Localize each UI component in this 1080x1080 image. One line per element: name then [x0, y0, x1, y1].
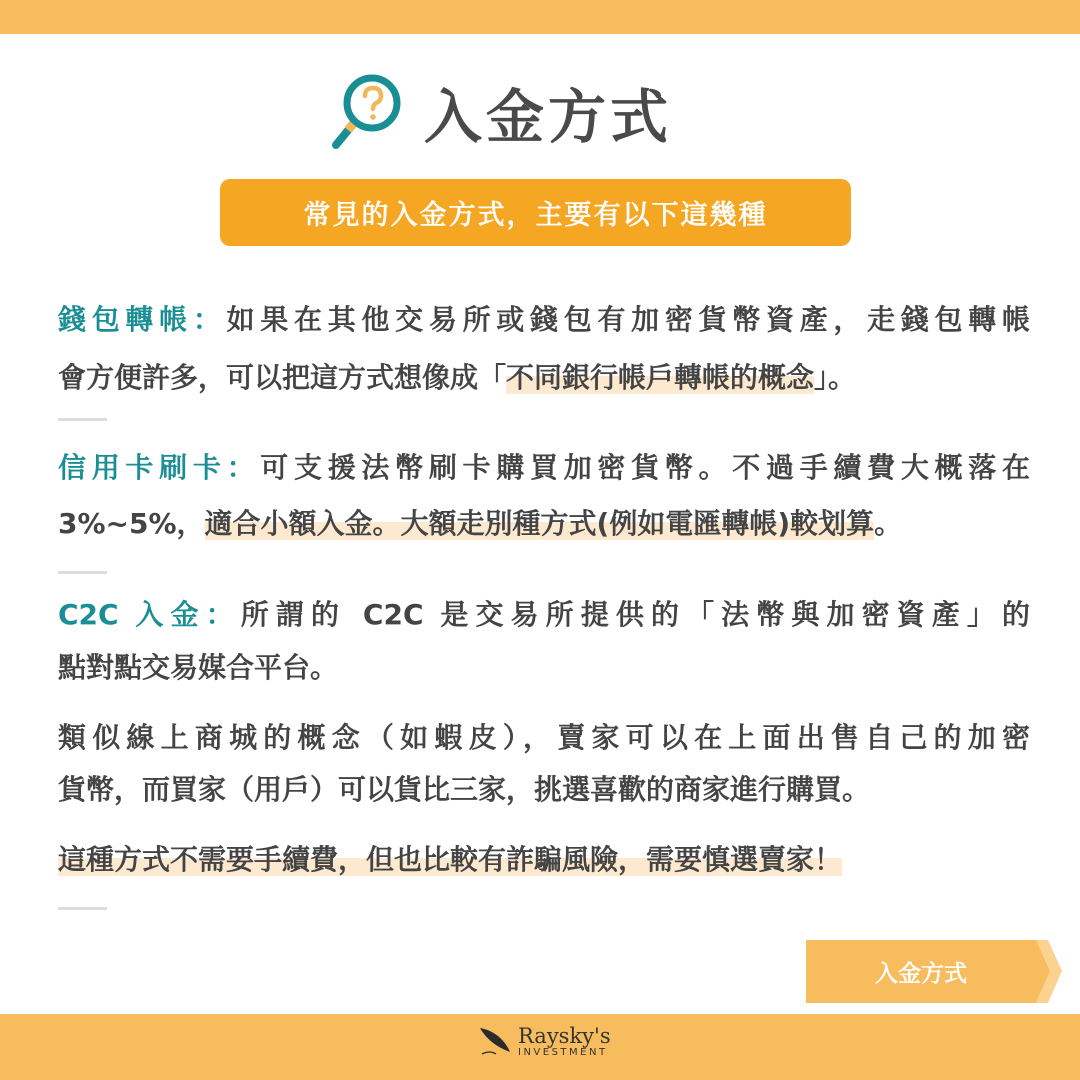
body-text: 會方便許多，可以把這方式想像成「: [58, 361, 507, 394]
highlight-text: 不同銀行帳戶轉帳的概念: [506, 361, 815, 394]
highlight-text: 這種方式不需要手續費，但也比較有詐騙風險，需要慎選賣家: [58, 843, 815, 876]
section-label: C2C 入金：: [58, 598, 241, 631]
divider: [58, 418, 107, 421]
body-text: 。: [874, 507, 903, 540]
section-c2c-line2: 點對點交易媒合平台。: [58, 651, 339, 684]
body-text: 所謂的 C2C 是交易所提供的「法幣與加密資產」的: [240, 598, 1030, 631]
brand-logo: [478, 1024, 611, 1058]
section-label: 信用卡刷卡：: [58, 451, 261, 484]
top-bar: [0, 0, 1080, 34]
quill-icon: [478, 1024, 512, 1058]
body-text: 可支援法幣刷卡購買加密貨幣。不過手續費大概落在: [260, 451, 1030, 484]
magnifier-question-icon: [330, 73, 402, 151]
highlight-text: 適合小額入金。大額走別種方式(例如電匯轉帳)較划算: [204, 507, 875, 540]
section-label: 錢包轉帳：: [58, 303, 227, 336]
next-page-label: 入金方式: [875, 961, 967, 987]
body-text: 3%~5%，: [58, 507, 205, 540]
page-title: 入金方式: [424, 83, 673, 151]
section-c2c-p2-line1: 類似線上商城的概念（如蝦皮），賣家可以在上面出售自己的加密: [58, 721, 1030, 754]
divider: [58, 907, 107, 910]
section-wallet-line1: [58, 300, 1030, 340]
body-text: ！: [814, 843, 843, 876]
next-page-button[interactable]: [806, 940, 1062, 1003]
section-card-line1: [58, 448, 1030, 488]
page-header: [330, 70, 672, 154]
body-text: 如果在其他交易所或錢包有加密貨幣資產，走錢包轉帳: [226, 303, 1030, 336]
section-c2c-p3: [58, 840, 1030, 880]
section-wallet-line2: [58, 358, 1030, 398]
subtitle-banner: 常見的入金方式，主要有以下這幾種: [220, 179, 851, 246]
brand-name: Raysky's: [518, 1023, 611, 1048]
body-text: 」。: [814, 361, 857, 394]
brand-subtitle: INVESTMENT: [518, 1046, 608, 1058]
section-c2c-line1: [58, 595, 1030, 635]
divider: [58, 571, 107, 574]
section-card-line2: [58, 504, 1030, 544]
section-c2c-p2-line2: 貨幣，而買家（用戶）可以貨比三家，挑選喜歡的商家進行購買。: [58, 773, 871, 806]
